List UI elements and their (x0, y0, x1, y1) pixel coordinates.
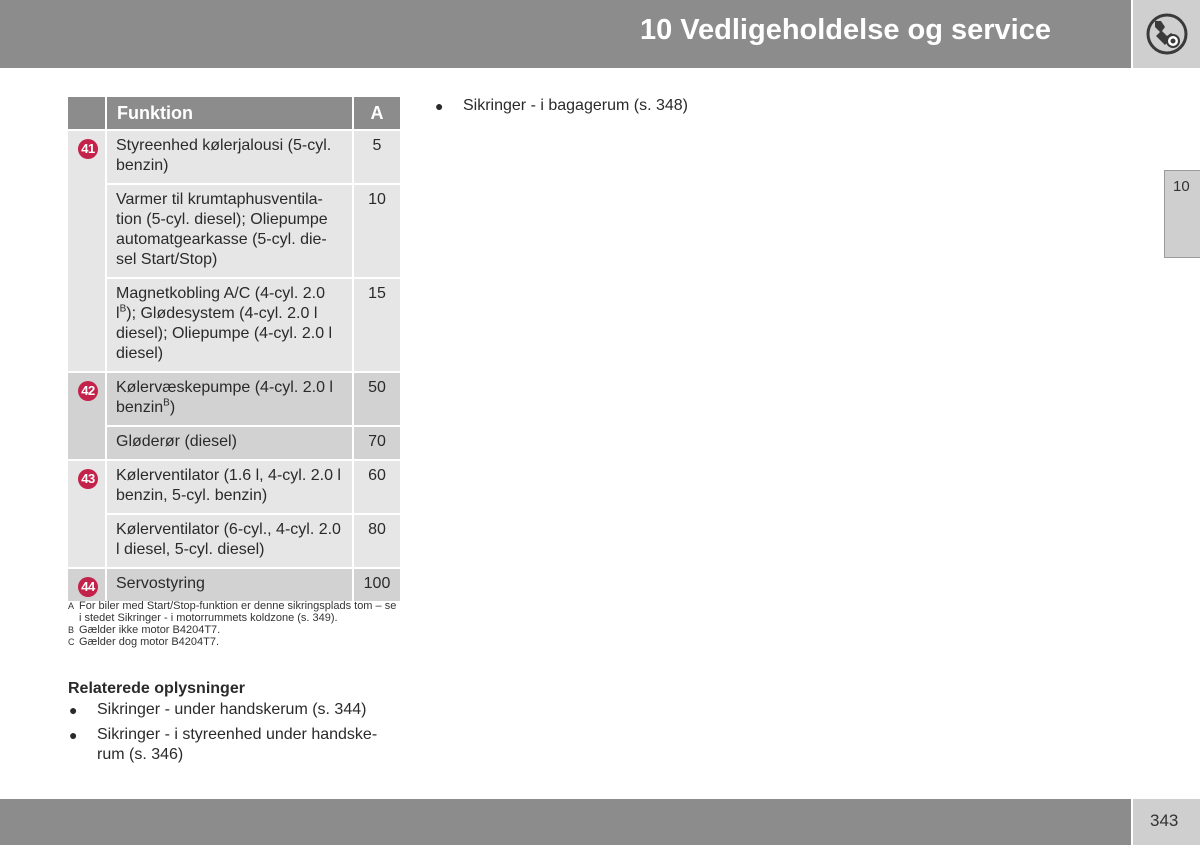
chapter-icon-box (1133, 0, 1200, 68)
fuse-table (68, 97, 400, 601)
footnotes (68, 600, 400, 648)
amp-cell: 100 (353, 568, 400, 601)
wrench-gear-icon (1145, 12, 1189, 56)
footnote (68, 636, 400, 648)
footnote-text: Gælder dog motor B4204T7. (79, 636, 220, 648)
table-row (68, 130, 400, 184)
footnote-text: For biler med Start/Stop-funktion er denne sikringsplads tom – se i stedet Sikringer - i motorrummets koldzone (s. 349). (79, 600, 397, 624)
amp-cell: 60 (353, 460, 400, 514)
function-cell: Kølerventilator (6-cyl., 4-cyl. 2.0 l diesel, 5-cyl. diesel) (106, 514, 353, 568)
footnote-text: Gælder ikke motor B4204T7. (79, 624, 221, 636)
function-cell: Servostyring (106, 568, 353, 601)
function-cell: Kølervæskepumpe (4-cyl. 2.0 l benzin$^B$) (106, 372, 353, 426)
fuse-number-badge: 43 (78, 469, 98, 489)
amp-cell: 15 (353, 278, 400, 372)
footnote-mark: A (68, 601, 75, 611)
chapter-title: 10 Vedligeholdelse og service (639, 14, 1051, 46)
bullet-icon: ● (69, 702, 78, 718)
related-links-list (68, 700, 400, 770)
table-header-row (68, 97, 400, 130)
footnote-mark: C (68, 637, 75, 647)
chapter-tab[interactable] (1164, 170, 1200, 258)
table-row (68, 278, 400, 372)
amp-cell: 10 (353, 184, 400, 278)
bullet-icon: ● (435, 98, 444, 114)
amp-cell: 50 (353, 372, 400, 426)
table-row (68, 372, 400, 426)
function-cell: Varmer til krumtaphusventila-tion (5-cyl. diesel); Oliepumpe automatgearkasse (5-cyl. die-sel Start/Stop) (106, 184, 353, 278)
right-column-links (434, 96, 794, 121)
function-cell: Kølerventilator (1.6 l, 4-cyl. 2.0 l benzin, 5-cyl. benzin) (106, 460, 353, 514)
function-cell: Magnetkobling A/C (4-cyl. 2.0 $l^B$); Glødesystem (4-cyl. 2.0 l diesel); Oliepumpe (4-cyl. 2.0 l diesel) (106, 278, 353, 372)
table-row (68, 568, 400, 601)
fuse-42-cell (68, 372, 106, 460)
fuse-number-badge: 41 (78, 139, 98, 159)
chapter-tab-label: 10 (1173, 178, 1190, 195)
related-link-text[interactable]: Sikringer - i styreenhed under handske-rum (s. 346) (97, 726, 378, 763)
amp-cell: 80 (353, 514, 400, 568)
fuse-41-cell (68, 130, 106, 372)
bullet-icon: ● (69, 727, 78, 743)
page-number-box (1133, 799, 1200, 845)
header-function: Funktion (106, 97, 353, 130)
fuse-number-badge: 44 (78, 577, 98, 597)
related-link[interactable] (434, 96, 794, 116)
header-amp: A (353, 97, 400, 130)
amp-cell: 70 (353, 426, 400, 460)
fuse-43-cell (68, 460, 106, 568)
page-header (0, 0, 1131, 68)
function-cell: Gløderør (diesel) (106, 426, 353, 460)
related-link[interactable] (68, 700, 400, 720)
page-number: 343 (1150, 811, 1179, 830)
page-footer (0, 799, 1131, 845)
table-row (68, 184, 400, 278)
footnote-ref: B (163, 397, 170, 409)
related-link-text[interactable]: Sikringer - i bagagerum (s. 348) (463, 97, 688, 114)
related-link-text[interactable]: Sikringer - under handskerum (s. 344) (97, 701, 367, 718)
table-row (68, 426, 400, 460)
related-heading: Relaterede oplysninger (68, 680, 245, 697)
footnote (68, 624, 400, 636)
amp-cell: 5 (353, 130, 400, 184)
footnote-ref: B (119, 303, 127, 315)
footnote (68, 600, 400, 624)
function-cell: Styreenhed kølerjalousi (5-cyl. benzin) (106, 130, 353, 184)
related-link[interactable] (68, 725, 400, 765)
footnote-mark: B (68, 625, 75, 635)
fuse-44-cell (68, 568, 106, 601)
table-row (68, 460, 400, 514)
table-row (68, 514, 400, 568)
fuse-number-badge: 42 (78, 381, 98, 401)
header-icon-cell (68, 97, 106, 130)
